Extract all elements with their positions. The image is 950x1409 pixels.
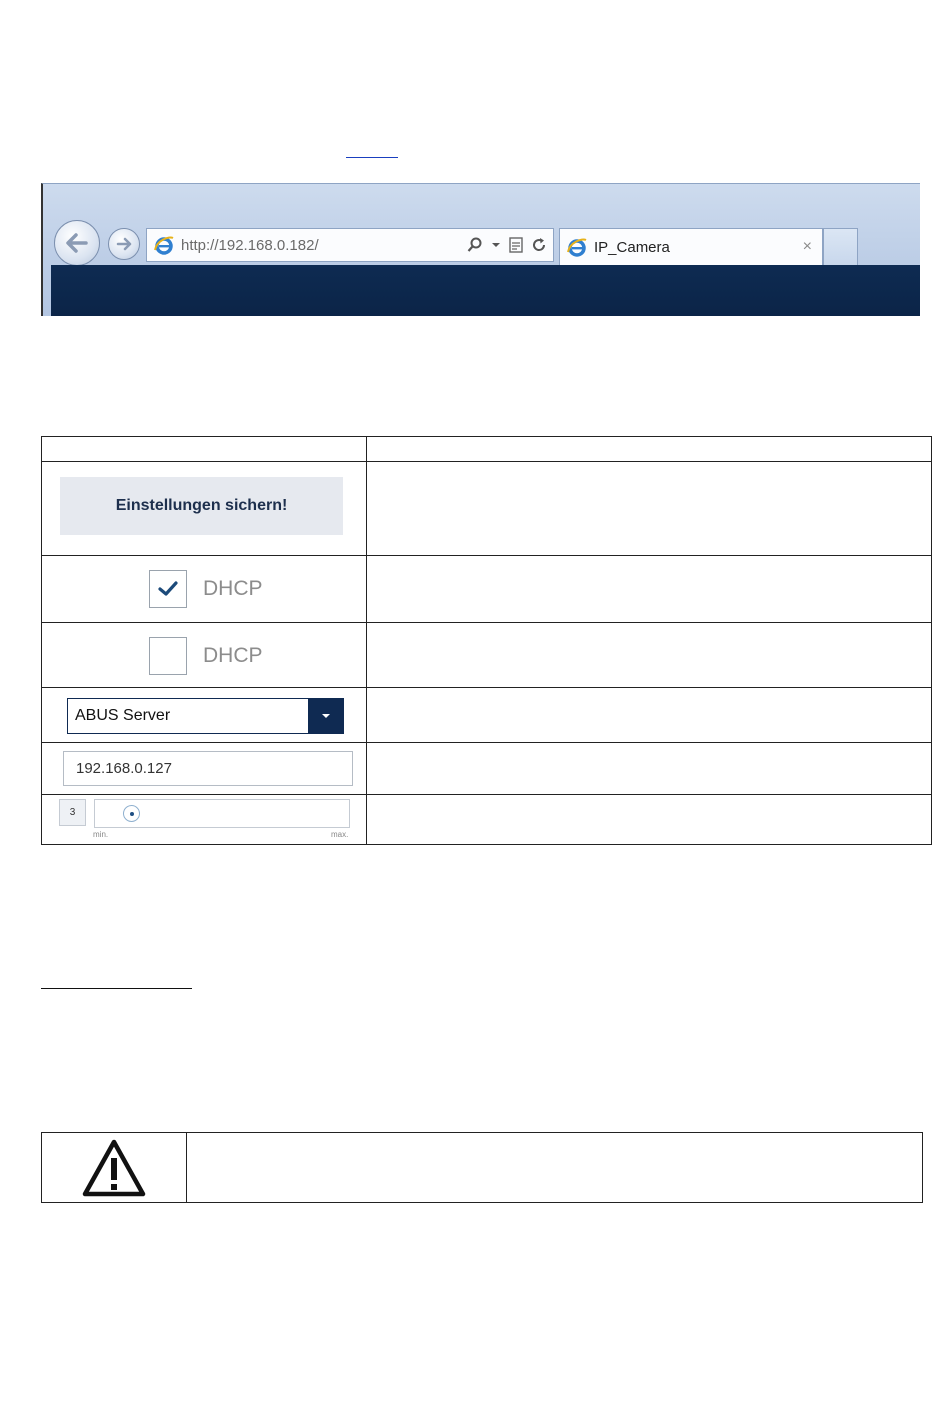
table-row	[42, 688, 932, 743]
table-header-row	[42, 437, 932, 462]
table-header-cell	[42, 437, 367, 462]
description-cell	[367, 795, 932, 845]
table-row	[42, 623, 932, 688]
search-icon[interactable]	[467, 237, 483, 253]
description-cell	[367, 743, 932, 795]
dropdown-arrow-icon[interactable]	[491, 241, 501, 249]
ip-address-field[interactable]	[63, 751, 353, 786]
compatibility-view-icon[interactable]	[509, 237, 523, 253]
section-heading-underline	[41, 988, 192, 989]
warning-triangle-icon	[81, 1138, 147, 1198]
select-arrow-button[interactable]	[308, 699, 343, 733]
slider-min-label: min.	[93, 830, 109, 839]
browser-tab[interactable]	[559, 228, 823, 265]
description-cell	[367, 462, 932, 556]
table-row	[42, 462, 932, 556]
dhcp-checkbox-unchecked[interactable]	[149, 637, 263, 675]
description-cell	[367, 556, 932, 623]
chevron-down-icon	[321, 713, 331, 719]
address-bar[interactable]	[146, 228, 554, 262]
description-cell	[367, 623, 932, 688]
new-tab-button[interactable]	[823, 228, 858, 265]
checkbox-label: DHCP	[203, 577, 263, 600]
refresh-icon[interactable]	[531, 237, 547, 253]
controls-table	[41, 436, 932, 845]
dhcp-checkbox-checked[interactable]	[149, 570, 263, 608]
table-row	[42, 743, 932, 795]
save-settings-button[interactable]: Einstellungen sichern!	[60, 477, 343, 535]
checkbox[interactable]	[149, 570, 187, 608]
checkmark-icon	[158, 581, 178, 597]
tab-title: IP_Camera	[594, 238, 670, 256]
slider-handle[interactable]	[123, 805, 140, 822]
table-row	[42, 556, 932, 623]
description-cell	[367, 688, 932, 743]
warning-box	[41, 1132, 923, 1203]
browser-page-header	[51, 265, 920, 316]
table-row	[42, 795, 932, 845]
slider-max-label: max.	[331, 830, 349, 839]
checkbox-label: DHCP	[203, 644, 263, 667]
table-header-cell	[367, 437, 932, 462]
close-icon[interactable]: ×	[802, 238, 812, 255]
slider-track[interactable]	[94, 799, 350, 828]
arrow-right-icon	[115, 236, 133, 252]
link-underline[interactable]	[346, 157, 398, 158]
back-button[interactable]	[54, 220, 100, 266]
warning-icon-cell	[42, 1133, 187, 1203]
forward-button[interactable]	[108, 228, 140, 260]
checkbox[interactable]	[149, 637, 187, 675]
select-value: ABUS Server	[75, 707, 171, 724]
internet-explorer-icon	[153, 234, 175, 256]
address-url: http://192.168.0.182/	[181, 236, 319, 254]
arrow-left-icon	[64, 232, 90, 254]
browser-screenshot	[41, 183, 920, 316]
internet-explorer-icon	[566, 236, 588, 258]
slider-value[interactable]: 3	[59, 799, 86, 826]
warning-text-cell	[187, 1133, 923, 1203]
server-select[interactable]	[67, 698, 344, 734]
